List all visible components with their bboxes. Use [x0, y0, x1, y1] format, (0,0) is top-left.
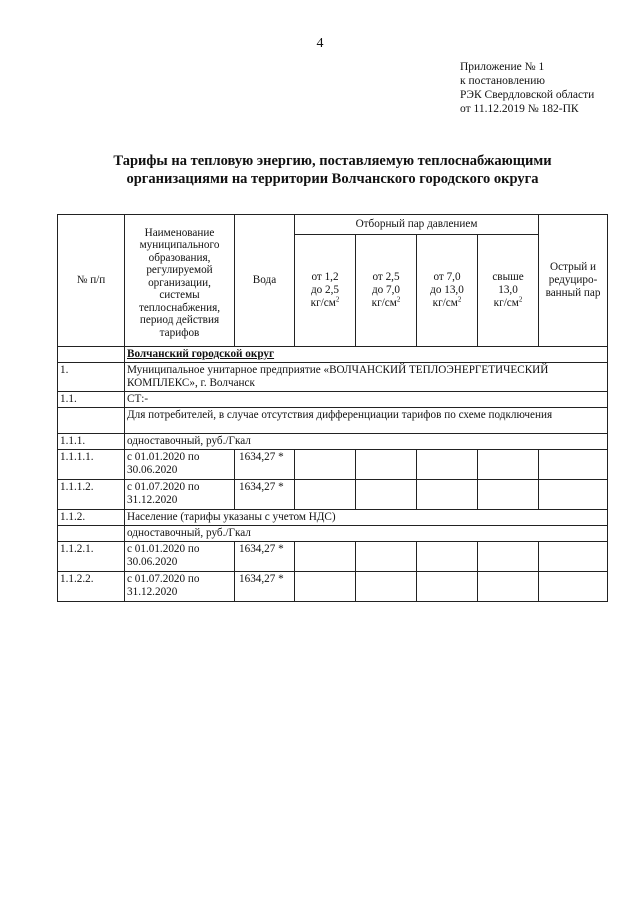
- row-num: 1.1.1.: [58, 434, 125, 450]
- header-pressure-3: [417, 235, 478, 347]
- row-num: 1.1.: [58, 392, 125, 408]
- row-num: 1.1.2.2.: [58, 572, 125, 602]
- title-line: организациями на территории Волчанского городского округа: [126, 171, 539, 187]
- appendix-line: к постановлению: [460, 75, 545, 87]
- document-title: [60, 152, 605, 188]
- table-row: [58, 408, 608, 434]
- appendix-note: [460, 60, 635, 116]
- header-name: Наименование муниципального образования, регулируемой организации, системы теплоснабжения, период действия тарифов: [125, 215, 235, 347]
- period: с 01.07.2020 по 31.12.2020: [125, 572, 235, 602]
- pressure-from: свыше: [492, 271, 524, 283]
- header-num: № п/п: [58, 215, 125, 347]
- pressure-unit: $кг/см^2$: [310, 295, 340, 309]
- period: с 01.01.2020 по 30.06.2020: [125, 542, 235, 572]
- header-pressure-2: [356, 235, 417, 347]
- consumer-group: Население (тарифы указаны с учетом НДС): [125, 510, 608, 526]
- pressure-to: до 13,0: [430, 284, 464, 296]
- row-num: 1.1.2.: [58, 510, 125, 526]
- table-row: [58, 480, 608, 510]
- appendix-line: РЭК Свердловской области: [460, 89, 595, 101]
- consumer-group: Для потребителей, в случае отсутствия дифференциации тарифов по схеме подключения: [125, 408, 608, 434]
- page-number: 4: [316, 36, 324, 51]
- title-line: Тарифы на тепловую энергию, поставляемую теплоснабжающими: [113, 153, 552, 169]
- tariff-table: [57, 214, 608, 602]
- row-num: 1.1.1.1.: [58, 450, 125, 480]
- appendix-line: Приложение № 1: [460, 61, 545, 73]
- system-name: СТ:-: [125, 392, 608, 408]
- pressure-from: от 2,5: [372, 271, 400, 283]
- period: с 01.01.2020 по 30.06.2020: [125, 450, 235, 480]
- pressure-unit: $кг/см^2$: [493, 295, 523, 309]
- water-tariff: 1634,27 *: [235, 480, 295, 510]
- table-header-row: [58, 215, 608, 235]
- organization-name: Муниципальное унитарное предприятие «ВОЛЧАНСКИЙ ТЕПЛОЭНЕРГЕТИЧЕСКИЙ КОМПЛЕКС», г. Волчанск: [125, 363, 608, 392]
- header-sharp-steam: Острый и редуциро-ванный пар: [539, 215, 608, 347]
- row-num: 1.: [58, 363, 125, 392]
- header-water: Вода: [235, 215, 295, 347]
- water-tariff: 1634,27 *: [235, 542, 295, 572]
- tariff-type: одноставочный, руб./Гкал: [125, 434, 608, 450]
- pressure-to: до 2,5: [310, 284, 340, 296]
- table-row: [58, 542, 608, 572]
- header-pressure-1: [295, 235, 356, 347]
- pressure-to: до 7,0: [371, 284, 401, 296]
- header-steam-group: Отборный пар давлением: [295, 215, 539, 235]
- pressure-unit: $кг/см^2$: [432, 295, 462, 309]
- row-num: 1.1.1.2.: [58, 480, 125, 510]
- pressure-to: 13,0: [498, 284, 518, 296]
- row-num: 1.1.2.1.: [58, 542, 125, 572]
- table-row: [58, 434, 608, 450]
- table-row: [58, 450, 608, 480]
- table-row: [58, 363, 608, 392]
- header-pressure-4: [478, 235, 539, 347]
- pressure-unit: $кг/см^2$: [371, 295, 401, 309]
- water-tariff: 1634,27 *: [235, 572, 295, 602]
- pressure-from: от 1,2: [311, 271, 339, 283]
- table-row: [58, 572, 608, 602]
- table-row: [58, 347, 608, 363]
- water-tariff: 1634,27 *: [235, 450, 295, 480]
- table-row: [58, 510, 608, 526]
- period: с 01.07.2020 по 31.12.2020: [125, 480, 235, 510]
- district-name: Волчанский городской округ: [125, 347, 608, 363]
- table-row: [58, 392, 608, 408]
- tariff-type: одноставочный, руб./Гкал: [125, 526, 608, 542]
- appendix-line: от 11.12.2019 № 182-ПК: [460, 103, 579, 115]
- pressure-from: от 7,0: [433, 271, 461, 283]
- table-row: [58, 526, 608, 542]
